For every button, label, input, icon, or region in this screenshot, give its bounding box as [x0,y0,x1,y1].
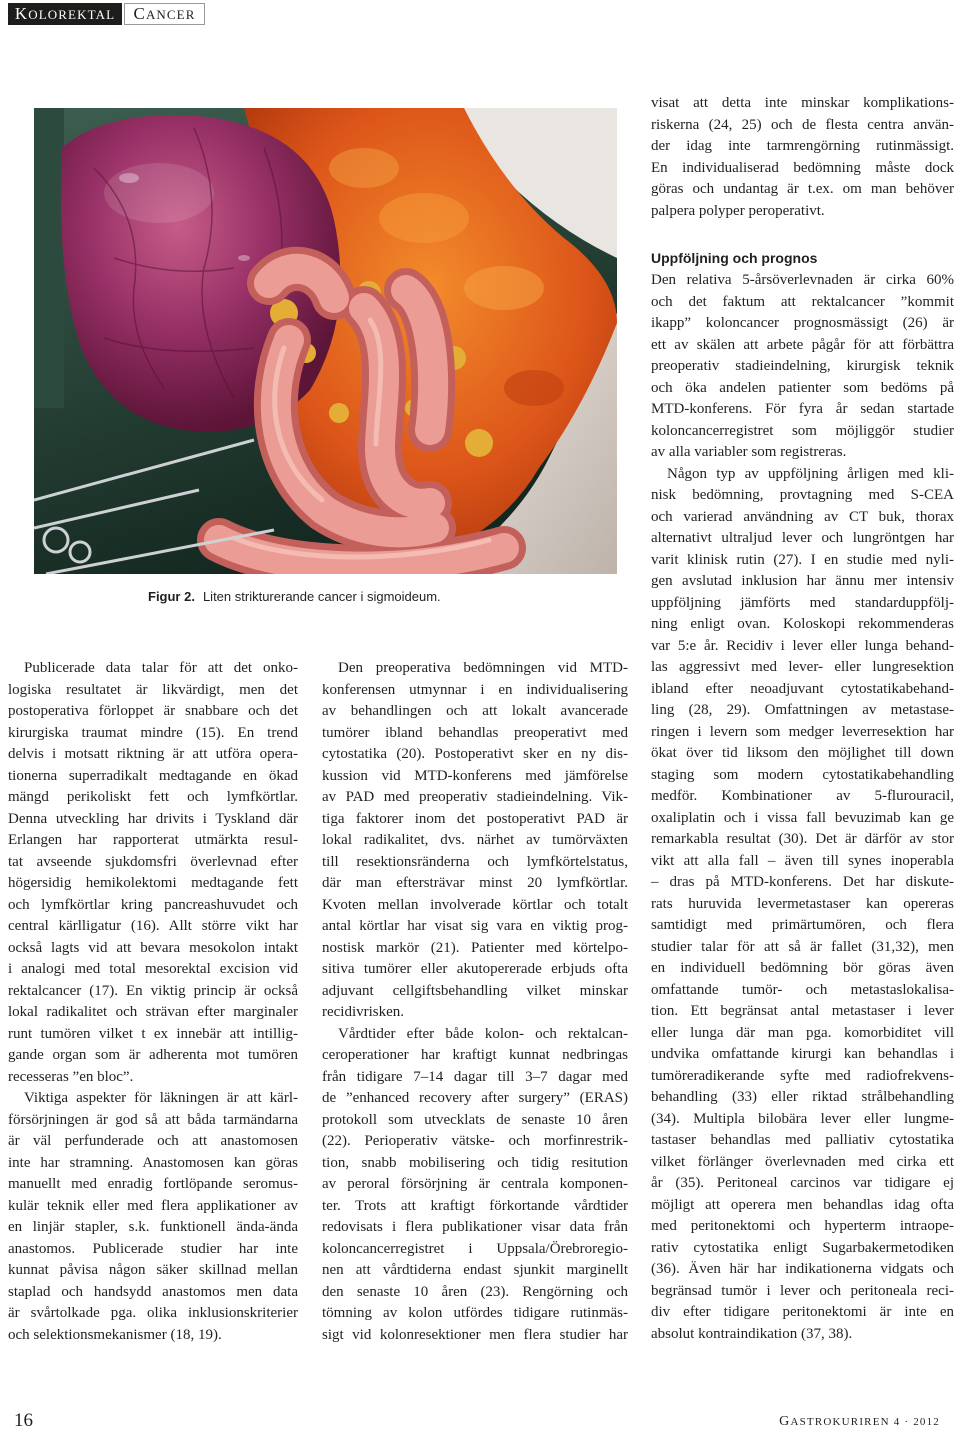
text-line: från tidigare 7–14 dagar till 3–7 dagar med [322,1068,628,1085]
text-line: ikapp” koloncancer prognosmässigt (26) är [651,315,954,331]
text-line: nen att vårdtiderna endast sjunkit marginellt [322,1262,628,1278]
text-line: studier talar för att så är fallet (31,32), men [651,938,954,955]
text-line: konferensen utmynnar i en individualisering [322,681,628,698]
figure-caption-text: Liten strikturerande cancer i sigmoideum. [202,589,441,604]
text-line: staging som modern cytostatikabehandling [651,766,954,783]
text-line: tumöreradikerande syfte med radiofrekvens- [651,1067,954,1084]
text-line: med peritonektomi och hyperterm intraope- [651,1218,954,1234]
text-line: och lymfkörtlar kring pancreashuvudet och [8,896,298,913]
column-middle [322,658,628,1346]
text-line: nostisk markör (21). Patienter med körtelpo- [322,939,628,956]
text-line: palpera polyper peroperativt. [651,202,825,219]
paragraph [322,658,628,1024]
figure-caption [148,586,441,608]
text-line: den senaste 10 åren (23). Rengörning och [322,1283,628,1300]
text-line: begränsad tumör i lever och peritoneala reci- [651,1282,954,1299]
text-line: omfattande tumör- och metastaslokalisa- [651,981,954,998]
text-line: rats huruvida levermetastaser kan opereras [651,895,954,912]
text-line: Viktiga aspekter för läkningen är att kärl- [24,1090,298,1106]
text-line: redovisats i flera publikationer visar data från [322,1219,628,1235]
text-line: recesseras ”en bloc”. [8,1068,134,1085]
text-line: koloncancerregistret som möjliggör studier [651,422,954,439]
text-line: av peroral försörjning är centrala komponen- [322,1176,628,1192]
text-line: visat att detta inte minskar komplikations- [651,95,954,111]
text-line: lokal radikalitet, dvs. närhet av tumörväxten [322,832,628,848]
text-line: En individualiserad bedömning måste dock [651,159,954,176]
surgical-photo [34,108,617,574]
text-line: Den relativa 5-årsöverlevnaden är cirka 60% [651,272,954,288]
text-line: logiska resultatet är likvärdigt, men det [8,681,298,698]
text-line: en individuell bedömning bör göras även [651,960,954,976]
text-line: Erlangen har rapporterat utmärkta resul- [8,832,298,848]
text-line: gen avslutad inklusion har ännu mer intensiv [651,573,954,589]
text-line: och varierad användning av CT buk, thorax [651,508,954,525]
text-line: varit klinisk rutin (27). I en studie med nyli- [651,551,954,568]
text-line: vilket förlänger överlevnaden med cirka ett [651,1153,954,1170]
text-line: alternativt ultraljud lever och lungröntgen har [651,530,954,546]
text-line: manuellt med enradig fortlöpande seromus- [8,1176,298,1192]
text-line: i analogi med total mesorektal excision vid [8,961,298,977]
text-line: kussion vid MTD-konferens med jämförelse [322,767,628,784]
text-line: undvika omfattande kirurgi kan behandlas i [651,1046,954,1062]
text-line: göras och undantag är t.ex. om man behöver [651,181,954,197]
text-line: Den preoperativa bedömningen vid MTD- [338,660,628,676]
text-line: Vårdtider efter både kolon- och rektalcan- [338,1025,628,1042]
column-left [8,658,298,1346]
text-line: cytostatika (20). Postoperativt sker en ny dis- [322,746,628,762]
text-line: till resektionsränderna och lymfkörtelstatus, [322,853,628,870]
text-line: remarkabla resultat (30). Det är därför av stor [651,831,954,847]
text-line: uppföljning jämförts med standarduppfölj- [651,594,954,611]
paragraph [8,658,298,1088]
text-line: staplad och handsydd anastomos men data [8,1283,298,1300]
column-right [651,270,954,1345]
paragraph [8,1088,298,1346]
text-line: absolut kontraindikation (37, 38). [651,1325,853,1342]
topic-label: CANCER [124,3,205,25]
text-line: Publicerade data talar för att det onko- [24,660,298,676]
text-line: behandling (33) eller riktad strålbehandling [651,1089,954,1105]
text-line: av behandlingen och att lokalt avancerade [322,703,628,719]
text-line: är svårtolkade pga. olika inklusionskriterier [8,1305,298,1321]
text-line: där man eftersträvar minst 20 lymfkörtlar. [322,875,628,891]
paragraph [651,270,954,464]
paragraph [651,464,954,1346]
text-line: tion, snabb mobilisering och tidig resitution [322,1154,628,1171]
paragraph [322,1024,628,1347]
text-line: av alla variabler som registreras. [651,444,847,460]
figure-label: Figur 2. [148,589,195,604]
text-line: Kvoten mellan involverade körtlar och totalt [322,896,628,913]
paragraph [651,93,954,222]
text-line: lokal radikalitet och strävan efter marginaler [8,1004,298,1020]
text-line: adjuvant cellgiftsbehandling vilket minskar [322,982,628,999]
text-line: en linjär stapler, s.k. funktionell ända-ända [8,1219,298,1235]
column-right-top [651,93,954,222]
text-line: försörjningen är god så att båda tarmändarna [8,1111,298,1128]
text-line: oxaliplatin och i vissa fall bevuzimab kan ge [651,809,954,826]
section-label: KOLOREKTAL [8,3,122,25]
text-line: kulär teknik eller med flera applikationer av [8,1197,298,1214]
page-number: 16 [14,1410,33,1431]
text-line: riskerna (24, 25) och de flesta centra använ- [651,116,954,133]
publication-footer: GASTROKURIREN 4 · 2012 [779,1414,940,1429]
text-line: de ”enhanced recovery after surgery” (ERAS) [322,1090,628,1106]
text-line: nisk bedömning, provtagning med S-CEA [651,487,954,503]
text-line: (34). Multipla bilobära lever eller lungme- [651,1110,954,1127]
text-line: och det faktum att rektalcancer ”kommit [651,293,954,310]
text-line: högersidig hemikolektomi medtagande fett [8,875,298,891]
text-line: ceroperationer har kraftigt kunnat nedbringas [322,1047,628,1063]
text-line: möjligt att operera men behandlas idag ofta [651,1196,954,1213]
text-line: ter. Trots att kraftigt förkortande vårdtider [322,1197,628,1214]
text-line: tat avseende sjukdomsfri överlevnad efter [8,853,298,870]
text-line: också lagts vid att bevara mesokolon intakt [8,939,298,956]
text-line: gande organ som är adherenta mot tumören [8,1047,298,1063]
text-line: kunnat påvisa någon säker skillnad mellan [8,1262,298,1278]
text-line: samtidigt med primärtumören, och flera [651,917,954,933]
text-line: medför. Kombinationer av 5-flurouracil, [651,788,954,804]
text-line: preoperativ stadieindelning, kirurgisk teknik [651,358,954,374]
text-line: ett av skälen att arbete pågår för att förbättra [651,336,954,353]
text-line: inte har stramning. Anastomosen kan göras [8,1154,298,1171]
text-line: recidivrisken. [322,1004,405,1020]
text-line: (22). Perioperativ vätske- och morfinrestrik- [322,1133,628,1149]
text-line: ning enligt ovan. Koloskopi rekommenderas [651,616,954,632]
text-line: runt tumören vilket t ex innebär att intillig- [8,1025,298,1042]
text-line: (36). Även här har indikationerna vidgats och [651,1261,954,1277]
text-line: rektalcancer (17). En viktig princip är också [8,982,298,999]
text-line: tiga faktorer inom det postoperativt PAD är [322,810,628,827]
text-line: div efter tidigare peritonektomi är inte en [651,1304,954,1320]
text-line: tumörer ibland behandlas preoperativt med [322,724,628,741]
text-line: sitiva tumörer eller akutopererade erbjuds ofta [322,961,628,977]
text-line: rativ cytostatika enligt Sugarbakermetodiken [651,1239,954,1256]
text-line: ringen i levern som medger leverresektion har [651,723,954,740]
text-line: postoperativa förloppet är snabbare och det [8,703,298,719]
text-line: antal körtlar har visat sig vara en viktig prog- [322,918,628,934]
text-line: ling (28, 29). Omfattningen av metastase- [651,702,954,718]
text-line: MTD-konferens. För fyra år sedan startade [651,401,954,417]
text-line: central kärlligatur (16). Allt större vikt har [8,918,298,934]
text-line: är väl perfunderade och att anastomosen [8,1133,298,1149]
text-line: Denna utveckling har drivits i Tyskland där [8,810,298,827]
text-line: sigt vid kolonresektioner men flera studier har [322,1326,628,1343]
text-line: tömning av kolon utfördes tidigare rutinmäs- [322,1305,628,1321]
text-line: protokoll som utvecklats de senaste 10 åren [322,1111,628,1128]
text-line: av PAD med preoperativ stadieindelning. Vik- [322,789,628,805]
section-heading: Uppföljning och prognos [651,250,818,266]
text-line: anastomos. Publicerade studier har inte [8,1240,298,1257]
text-line: Någon typ av uppföljning årligen med kli- [667,465,954,482]
text-line: koloncancerregistret i Uppsala/Örebroregio- [322,1240,628,1257]
text-line: tionerna superradikalt medtagande en ökad [8,767,298,784]
text-line: mängd perikoliskt fett och lymfkörtlar. [8,789,298,805]
text-line: eller lunga där man pga. komorbiditet vill [651,1024,954,1041]
text-line: der idag inte tarmrengörning rutinmässigt. [651,138,954,154]
text-line: och öka andelen patienter som bedöms på [651,379,954,396]
text-line: kirurgiska traumat mindre (15). En trend [8,724,298,741]
text-line: – dras på MTD-konferens. Det har diskute- [651,874,954,890]
text-line: tastaser behandlas med palliativ cytostatika [651,1132,954,1148]
text-line: delvis i motsatt riktning är att utföra opera- [8,746,298,762]
text-line: och selektionsmekanismer (18, 19). [8,1326,222,1343]
text-line: år (35). Peritoneal carcinos var tidigare ej [651,1175,954,1191]
text-line: tion. Ett begränsat antal metastaser i lever [651,1003,954,1019]
text-line: ökat över tid liksom den möjlighet till down [651,745,954,761]
text-line: vikt att alla fall – även till synes inoperabla [651,852,954,869]
text-line: var 5:e år. Recidiv i lever eller lunga behand- [651,637,954,654]
text-line: las aggressivt med lever- eller lungresektion [651,659,954,675]
text-line: ibland efter neoadjuvant cytostatikabehand- [651,680,954,697]
